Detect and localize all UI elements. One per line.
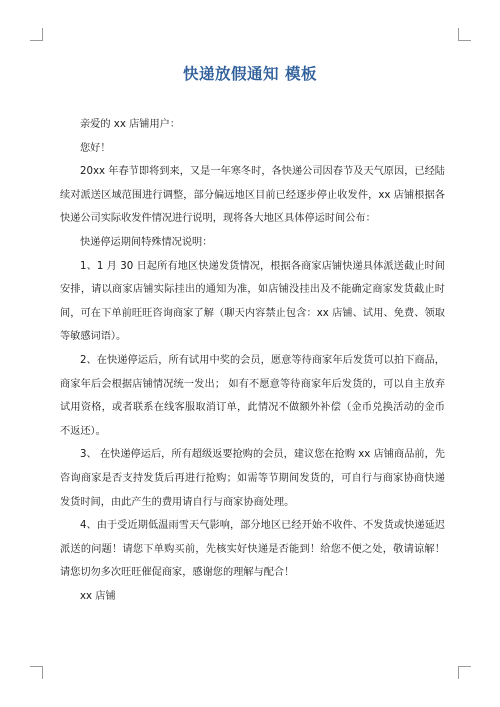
document-title: 快递放假通知 模板 [183,65,317,83]
signature-line: xx 店铺 [80,590,116,602]
notice-item-1: 1、1 月 30 日起所有地区快递发货情况，根据各商家店铺快递具体派送截止时间安排，请以商家店铺实际挂出的通知为准，如店铺没挂出及不能确定商家发货截止时间，可在下单前旺旺咨询商家了解（聊天内容禁止包含：xx 店铺、试用、免费、领取等敏感词语）。 [60,260,445,343]
notice-item-3: 3、 在快递停运后，所有超级返要抢购的会员，建议您在抢购 xx 店铺商品前，先咨询商家是否支持发货后再进行抢购；如需等节期间发货的，可自行与商家协商快递发货时间，由此产生的费用请自行与商家协商处理。 [60,449,445,508]
notice-heading: 快递停运期间特殊情况说明： [80,236,213,248]
document-body [60,113,445,608]
crop-mark-bottom-right [458,666,471,679]
greeting-line: 亲爱的 xx 店铺用户： [80,119,181,130]
crop-mark-top-left [30,28,43,41]
notice-item-2: 2、在快递停运后，所有试用中奖的会员，愿意等待商家年后发货可以拍下商品，商家年后会根据店铺情况统一发出； 如有不愿意等待商家年后发货的，可以自主放弃试用资格，或者联系在线客服取消订单，此情况不做额外补偿（金币兑换活动的金币不返还）。 [60,354,445,437]
crop-mark-bottom-left [30,666,43,679]
notice-item-4: 4、由于受近期低温雨雪天气影响，部分地区已经开始不收件、不发货或快递延迟派送的问题！请您下单购买前，先核实好快递是否能到！给您不便之处，敬请谅解！请您切勿多次旺旺催促商家，感谢您的理解与配合！ [60,520,445,579]
intro-paragraph: 20xx 年春节即将到来，又是一年寒冬时，各快递公司因春节及天气原因，已经陆续对派送区域范围进行调整，部分偏远地区目前已经逐步停止收发件，xx 店铺根据各快递公司实际收发件情况进行说明，现将各大地区具体停运时间公布： [60,166,445,225]
crop-mark-top-right [458,28,471,41]
hello-line: 您好！ [80,142,111,154]
